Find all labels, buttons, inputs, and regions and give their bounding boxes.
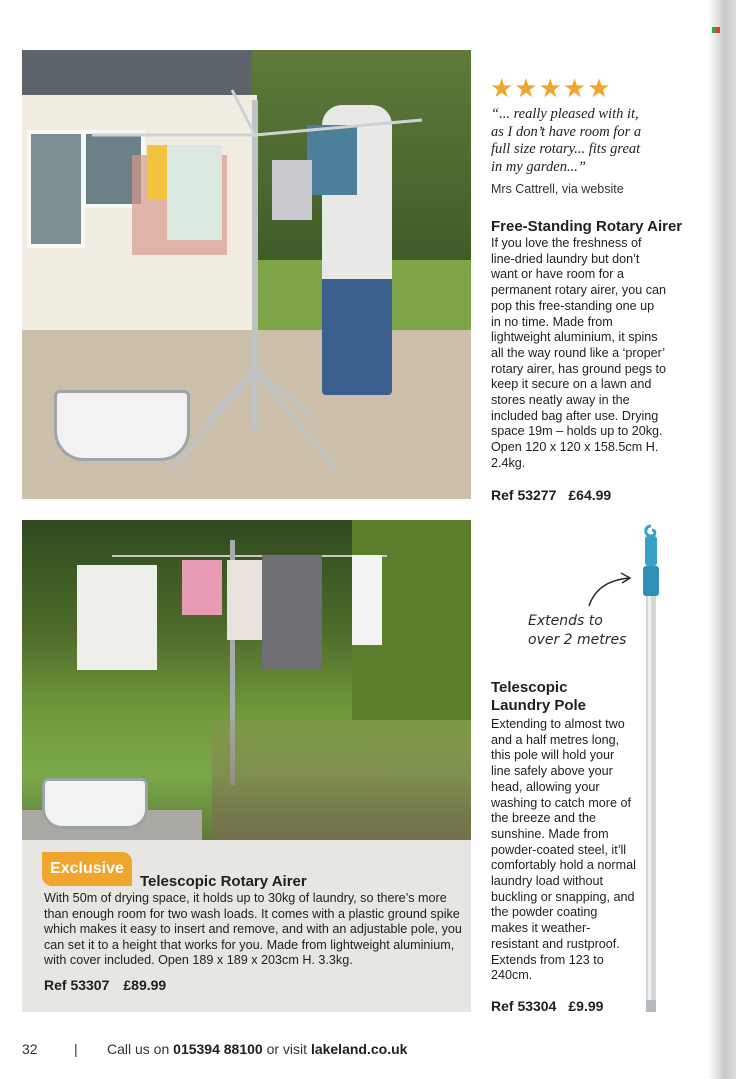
product-description-telescopic-airer: With 50m of drying space, it holds up to 30kg of laundry, so there’s more than enough room for two wash loads. It comes with a plastic ground spike which makes it easy to insert and remove, and with an adjustable pole, you can set it to a height that works for you. Made from lightweight aluminium, with cover included. Open 189 x 189 x 203cm H. 3.3kg. [44, 891, 462, 967]
product-ref-price-laundry-pole [491, 998, 615, 1014]
laundry-pole-image [640, 522, 662, 1014]
photo-laundry-basket [54, 390, 190, 461]
product-title-laundry-pole: Telescopic Laundry Pole [491, 679, 587, 714]
product-ref: Ref 53304 [491, 998, 557, 1014]
pole-annotation: Extends to over 2 metres [528, 613, 627, 648]
product-ref: Ref 53277 [491, 487, 557, 503]
footer-website-link[interactable]: lakeland.co.uk [310, 1041, 408, 1057]
footer-separator: | [74, 1041, 78, 1057]
photo-laundry [77, 565, 157, 670]
rotary-airer-photo [22, 50, 471, 499]
product-ref: Ref 53307 [44, 977, 110, 993]
annotation-arrow-icon [585, 570, 635, 610]
page-edge-shadow [708, 0, 736, 1079]
review-author: Mrs Cattrell, via website [491, 182, 624, 196]
footer-middle: or visit [266, 1041, 308, 1057]
product-title-telescopic-airer: Telescopic Rotary Airer [140, 873, 307, 890]
review-quote: “... really pleased with it, as I don’t have room for a full size rotary... fits great in my garden...” [491, 106, 642, 175]
product-price: £89.99 [123, 977, 167, 993]
review-stars: ★★★★★ [490, 73, 612, 103]
photo-laundry [352, 555, 382, 645]
product-ref-price-telescopic-airer [44, 977, 180, 993]
footer-contact [107, 1041, 407, 1057]
product-price: £9.99 [568, 998, 604, 1014]
photo-washing-line [112, 555, 387, 557]
photo-laundry [262, 555, 322, 670]
exclusive-badge: Exclusive [42, 852, 132, 886]
product-description-laundry-pole: Extending to almost two and a half metres long, this pole will hold your line safely above your head, allowing your washing to catch more of the breeze and the sunshine. Made from powder-coated steel, it’ll comfortably hold a normal laundry load without buckling or snapping, and the powder coating makes it weather-resistant and rustproof. Extends from 123 to 240cm. [491, 717, 636, 983]
photo-laundry [182, 560, 222, 615]
corner-mark-icon [712, 20, 722, 26]
product-description-free-standing-airer: If you love the freshness of line-dried laundry but don’t want or have room for a permanent rotary airer, you can pop this free-standing one up in no time. Made from lightweight aluminium, it spins all the way round like a ‘proper’ rotary airer, has ground pegs to keep it secure on a lawn and stores neatly away in the included bag after use. Drying space 19m – holds up to 20kg. Open 120 x 120 x 158.5cm H. 2.4kg. [491, 236, 667, 470]
photo-weeds [212, 720, 471, 840]
page-number: 32 [22, 1041, 38, 1057]
footer-prefix: Call us on [107, 1041, 170, 1057]
photo-laundry [227, 560, 262, 640]
telescopic-rotary-airer-photo [22, 520, 471, 840]
product-title-free-standing-airer: Free-Standing Rotary Airer [491, 218, 683, 235]
product-price: £64.99 [568, 487, 612, 503]
photo-laundry-basket [42, 778, 148, 829]
footer-phone[interactable]: 015394 88100 [173, 1041, 263, 1057]
product-ref-price-free-standing-airer [491, 487, 623, 503]
